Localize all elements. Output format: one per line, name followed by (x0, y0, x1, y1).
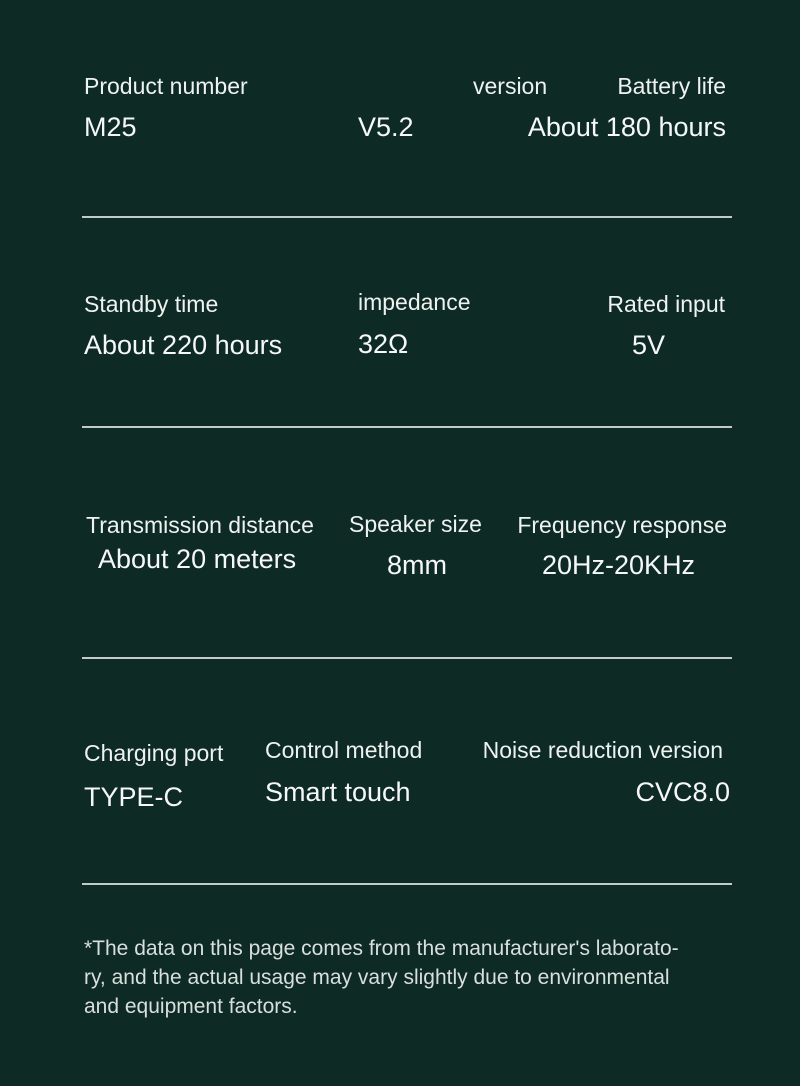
noise-reduction-value: CVC8.0 (635, 777, 730, 807)
rated-input-label: Rated input (607, 291, 725, 317)
speaker-size-label: Speaker size (349, 511, 482, 537)
speaker-size-value: 8mm (387, 550, 447, 580)
frequency-response-label: Frequency response (517, 512, 727, 538)
product-number-value: M25 (84, 112, 137, 142)
transmission-distance-label: Transmission distance (86, 512, 314, 538)
footnote-line: *The data on this page comes from the manufacturer's laborato- (84, 937, 679, 960)
divider (82, 426, 732, 428)
noise-reduction-label: Noise reduction version (482, 737, 723, 763)
standby-time-label: Standby time (84, 291, 219, 317)
divider (82, 657, 732, 659)
impedance-value: 32Ω (358, 329, 409, 359)
impedance-label: impedance (358, 289, 471, 315)
footnote-line: ry, and the actual usage may vary slightly due to environmental (84, 966, 670, 989)
version-value: V5.2 (358, 112, 414, 142)
divider (82, 216, 732, 218)
charging-port-label: Charging port (84, 740, 224, 766)
divider (82, 883, 732, 885)
charging-port-value: TYPE-C (84, 782, 184, 812)
control-method-value: Smart touch (265, 777, 411, 807)
battery-life-value: About 180 hours (527, 112, 726, 142)
version-label: version (473, 73, 548, 99)
transmission-distance-value: About 20 meters (98, 544, 297, 574)
product-number-label: Product number (84, 73, 248, 99)
battery-life-label: Battery life (617, 73, 726, 99)
frequency-response-value: 20Hz-20KHz (542, 550, 696, 580)
footnote-line: and equipment factors. (84, 995, 298, 1018)
control-method-label: Control method (265, 737, 423, 763)
standby-time-value: About 220 hours (84, 330, 283, 360)
rated-input-value: 5V (632, 330, 666, 360)
footnote (84, 934, 734, 1021)
